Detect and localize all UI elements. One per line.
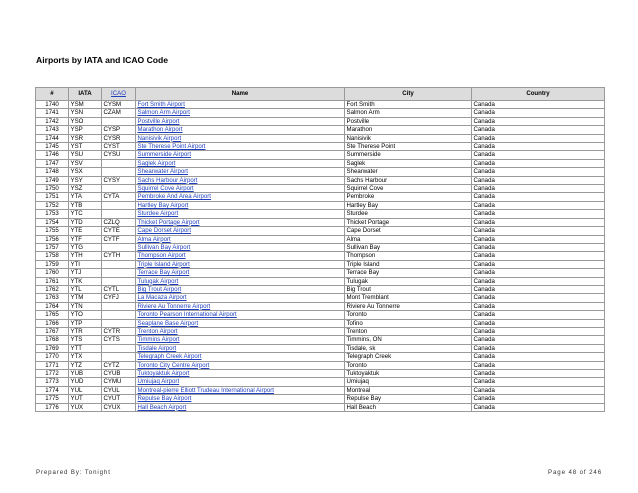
city-cell: Tuktoyaktuk — [345, 370, 472, 378]
icao-cell: CYSP — [102, 126, 136, 134]
row-number-cell: 1762 — [36, 285, 69, 293]
row-number-cell: 1759 — [36, 260, 69, 268]
iata-cell: YUB — [69, 370, 102, 378]
table-row — [36, 159, 605, 167]
iata-cell: YTR — [69, 327, 102, 335]
airport-name-link[interactable]: Toronto City Centre Airport — [136, 361, 345, 369]
airport-name-link[interactable]: Terrace Bay Airport — [136, 269, 345, 277]
country-cell: Canada — [472, 126, 605, 134]
row-number-cell: 1757 — [36, 243, 69, 251]
airport-name-link[interactable]: Timmins Airport — [136, 336, 345, 344]
icao-cell: CYTE — [102, 227, 136, 235]
country-cell: Canada — [472, 361, 605, 369]
table-row — [36, 126, 605, 134]
icao-cell: CYSY — [102, 176, 136, 184]
row-number-cell: 1769 — [36, 344, 69, 352]
country-cell: Canada — [472, 269, 605, 277]
icao-cell: CYUT — [102, 395, 136, 403]
iata-cell: YST — [69, 143, 102, 151]
icao-cell — [102, 117, 136, 125]
iata-cell: YTJ — [69, 269, 102, 277]
row-number-cell: 1761 — [36, 277, 69, 285]
icao-cell — [102, 269, 136, 277]
country-cell: Canada — [472, 319, 605, 327]
city-cell: Alma — [345, 235, 472, 243]
iata-cell: YSZ — [69, 185, 102, 193]
city-cell: Trenton — [345, 327, 472, 335]
icao-cell — [102, 260, 136, 268]
icao-cell — [102, 344, 136, 352]
city-cell: Riviere Au Tonnerre — [345, 302, 472, 310]
row-number-cell: 1765 — [36, 311, 69, 319]
table-row — [36, 344, 605, 352]
country-cell: Canada — [472, 143, 605, 151]
city-cell: Squirrel Cove — [345, 185, 472, 193]
iata-cell: YTG — [69, 243, 102, 251]
row-number-cell: 1749 — [36, 176, 69, 184]
country-cell: Canada — [472, 227, 605, 235]
country-cell: Canada — [472, 260, 605, 268]
airport-name-link[interactable]: Telegraph Creek Airport — [136, 353, 345, 361]
icao-cell: CYTZ — [102, 361, 136, 369]
airport-name-link[interactable]: Thompson Airport — [136, 252, 345, 260]
city-cell: Hall Beach — [345, 403, 472, 411]
icao-cell: CYSR — [102, 134, 136, 142]
airport-name-link[interactable]: Sturdee Airport — [136, 210, 345, 218]
row-number-cell: 1768 — [36, 336, 69, 344]
column-header-country: Country — [472, 88, 605, 101]
country-cell: Canada — [472, 210, 605, 218]
city-cell: Toronto — [345, 311, 472, 319]
airport-name-link[interactable]: Riviere Au Tonnerre Airport — [136, 302, 345, 310]
iata-cell: YSO — [69, 117, 102, 125]
table-row — [36, 252, 605, 260]
table-row — [36, 302, 605, 310]
row-number-cell: 1740 — [36, 101, 69, 109]
row-number-cell: 1741 — [36, 109, 69, 117]
iata-cell: YSX — [69, 168, 102, 176]
icao-cell: CYUL — [102, 386, 136, 394]
city-cell: Postville — [345, 117, 472, 125]
icao-cell: CYTA — [102, 193, 136, 201]
airport-name-link[interactable]: Saglek Airport — [136, 159, 345, 167]
iata-cell: YTA — [69, 193, 102, 201]
airport-name-link[interactable]: Big Trout Airport — [136, 285, 345, 293]
city-cell: Triple Island — [345, 260, 472, 268]
column-header-number: # — [36, 88, 69, 101]
city-cell: Tulugak — [345, 277, 472, 285]
table-row — [36, 117, 605, 125]
icao-cell: CYFJ — [102, 294, 136, 302]
table-row — [36, 386, 605, 394]
table-row — [36, 353, 605, 361]
iata-cell: YTO — [69, 311, 102, 319]
row-number-cell: 1764 — [36, 302, 69, 310]
table-row — [36, 378, 605, 386]
icao-cell: CYTF — [102, 235, 136, 243]
icao-cell: CZLQ — [102, 218, 136, 226]
footer-page-number: Page 48 of 246 — [548, 469, 602, 476]
row-number-cell: 1772 — [36, 370, 69, 378]
column-header-name: Name — [136, 88, 345, 101]
airport-name-link[interactable]: Tisdale Airport — [136, 344, 345, 352]
row-number-cell: 1750 — [36, 185, 69, 193]
airport-name-link[interactable]: Alma Airport — [136, 235, 345, 243]
icao-cell: CYTL — [102, 285, 136, 293]
row-number-cell: 1748 — [36, 168, 69, 176]
table-row — [36, 285, 605, 293]
city-cell: Big Trout — [345, 285, 472, 293]
iata-cell: YTS — [69, 336, 102, 344]
airport-name-link[interactable]: Toronto Pearson International Airport — [136, 311, 345, 319]
airport-name-link[interactable]: Summerside Airport — [136, 151, 345, 159]
table-row — [36, 243, 605, 251]
icao-cell: CYTS — [102, 336, 136, 344]
icao-cell: CYST — [102, 143, 136, 151]
iata-cell: YUX — [69, 403, 102, 411]
airport-name-link[interactable]: Sullivan Bay Airport — [136, 243, 345, 251]
table-row — [36, 260, 605, 268]
airport-name-link[interactable]: Hall Beach Airport — [136, 403, 345, 411]
city-cell: Ste Therese Point — [345, 143, 472, 151]
country-cell: Canada — [472, 395, 605, 403]
airport-name-link[interactable]: Repulse Bay Airport — [136, 395, 345, 403]
row-number-cell: 1752 — [36, 201, 69, 209]
airport-name-link[interactable]: Squirrel Cove Airport — [136, 185, 345, 193]
city-cell: Tofino — [345, 319, 472, 327]
airport-name-link[interactable]: Ste Therese Point Airport — [136, 143, 345, 151]
country-cell: Canada — [472, 201, 605, 209]
country-cell: Canada — [472, 218, 605, 226]
city-cell: Montreal — [345, 386, 472, 394]
city-cell: Telegraph Creek — [345, 353, 472, 361]
table-row — [36, 193, 605, 201]
table-row — [36, 143, 605, 151]
airport-name-link[interactable]: Fort Smith Airport — [136, 101, 345, 109]
city-cell: Toronto — [345, 361, 472, 369]
icao-cell: CYUB — [102, 370, 136, 378]
row-number-cell: 1745 — [36, 143, 69, 151]
table-row — [36, 201, 605, 209]
icao-cell — [102, 311, 136, 319]
iata-cell: YUT — [69, 395, 102, 403]
iata-cell: YTH — [69, 252, 102, 260]
airport-name-link[interactable]: Shearwater Airport — [136, 168, 345, 176]
country-cell: Canada — [472, 311, 605, 319]
row-number-cell: 1760 — [36, 269, 69, 277]
airport-name-link[interactable]: Postville Airport — [136, 117, 345, 125]
table-row — [36, 311, 605, 319]
row-number-cell: 1770 — [36, 353, 69, 361]
icao-cell — [102, 277, 136, 285]
icao-cell — [102, 168, 136, 176]
country-cell: Canada — [472, 243, 605, 251]
airport-name-link[interactable]: Montreal-pierre Elliott Trudeau International Airport — [136, 386, 345, 394]
row-number-cell: 1753 — [36, 210, 69, 218]
airport-name-link[interactable]: Salmon Arm Airport — [136, 109, 345, 117]
icao-cell: CYTH — [102, 252, 136, 260]
table-row — [36, 277, 605, 285]
city-cell: Nanisivik — [345, 134, 472, 142]
iata-cell: YTD — [69, 218, 102, 226]
country-cell: Canada — [472, 294, 605, 302]
country-cell: Canada — [472, 302, 605, 310]
table-header-row — [36, 88, 605, 101]
row-number-cell: 1744 — [36, 134, 69, 142]
country-cell: Canada — [472, 344, 605, 352]
city-cell: Shearwater — [345, 168, 472, 176]
icao-cell: CZAM — [102, 109, 136, 117]
icao-cell: CYSM — [102, 101, 136, 109]
iata-cell: YTN — [69, 302, 102, 310]
city-cell: Sullivan Bay — [345, 243, 472, 251]
airport-name-link[interactable]: Hartley Bay Airport — [136, 201, 345, 209]
row-number-cell: 1747 — [36, 159, 69, 167]
iata-cell: YTI — [69, 260, 102, 268]
city-cell: Marathon — [345, 126, 472, 134]
iata-cell: YTP — [69, 319, 102, 327]
iata-cell: YSM — [69, 101, 102, 109]
table-row — [36, 370, 605, 378]
airport-name-link[interactable]: Seaplane Base Airport — [136, 319, 345, 327]
iata-cell: YTE — [69, 227, 102, 235]
iata-cell: YSR — [69, 134, 102, 142]
row-number-cell: 1742 — [36, 117, 69, 125]
column-header-iata: IATA — [69, 88, 102, 101]
table-row — [36, 210, 605, 218]
city-cell: Umiujaq — [345, 378, 472, 386]
icao-cell — [102, 185, 136, 193]
city-cell: Cape Dorset — [345, 227, 472, 235]
city-cell: Tisdale, sk — [345, 344, 472, 352]
icao-cell: CYTR — [102, 327, 136, 335]
row-number-cell: 1766 — [36, 319, 69, 327]
airport-name-link[interactable]: Trenton Airport — [136, 327, 345, 335]
airports-table — [35, 87, 605, 412]
row-number-cell: 1767 — [36, 327, 69, 335]
icao-cell — [102, 159, 136, 167]
airport-name-link[interactable]: Tuktoyaktuk Airport — [136, 370, 345, 378]
icao-cell — [102, 243, 136, 251]
country-cell: Canada — [472, 235, 605, 243]
iata-cell: YSU — [69, 151, 102, 159]
table-row — [36, 294, 605, 302]
icao-cell: CYSU — [102, 151, 136, 159]
country-cell: Canada — [472, 285, 605, 293]
table-row — [36, 361, 605, 369]
airport-name-link[interactable]: Cape Dorset Airport — [136, 227, 345, 235]
iata-cell: YSP — [69, 126, 102, 134]
airport-name-link[interactable]: Tulugak Airport — [136, 277, 345, 285]
country-cell: Canada — [472, 277, 605, 285]
airport-name-link[interactable]: Marathon Airport — [136, 126, 345, 134]
iata-cell: YTZ — [69, 361, 102, 369]
country-cell: Canada — [472, 101, 605, 109]
country-cell: Canada — [472, 370, 605, 378]
page-title: Airports by IATA and ICAO Code — [36, 55, 169, 65]
city-cell: Sturdee — [345, 210, 472, 218]
city-cell: Pembroke — [345, 193, 472, 201]
iata-cell: YTT — [69, 344, 102, 352]
city-cell: Hartley Bay — [345, 201, 472, 209]
city-cell: Salmon Arm — [345, 109, 472, 117]
table-row — [36, 168, 605, 176]
table-row — [36, 176, 605, 184]
iata-cell: YSY — [69, 176, 102, 184]
iata-cell: YUD — [69, 378, 102, 386]
airport-name-link[interactable]: Sachs Harbour Airport — [136, 176, 345, 184]
country-cell: Canada — [472, 327, 605, 335]
iata-cell: YUL — [69, 386, 102, 394]
row-number-cell: 1773 — [36, 378, 69, 386]
icao-cell — [102, 319, 136, 327]
country-cell: Canada — [472, 176, 605, 184]
table-body — [36, 101, 605, 412]
city-cell: Summerside — [345, 151, 472, 159]
icao-cell: CYMU — [102, 378, 136, 386]
country-cell: Canada — [472, 185, 605, 193]
country-cell: Canada — [472, 403, 605, 411]
country-cell: Canada — [472, 353, 605, 361]
country-cell: Canada — [472, 252, 605, 260]
iata-cell: YTK — [69, 277, 102, 285]
table-row — [36, 227, 605, 235]
row-number-cell: 1751 — [36, 193, 69, 201]
icao-cell: CYUX — [102, 403, 136, 411]
city-cell: Thicket Portage — [345, 218, 472, 226]
airport-name-link[interactable]: Thicket Portage Airport — [136, 218, 345, 226]
table-row — [36, 395, 605, 403]
airport-name-link[interactable]: Pembroke And Area Airport — [136, 193, 345, 201]
table-row — [36, 185, 605, 193]
icao-cell — [102, 302, 136, 310]
icao-cell — [102, 353, 136, 361]
country-cell: Canada — [472, 117, 605, 125]
country-cell: Canada — [472, 134, 605, 142]
city-cell: Saglek — [345, 159, 472, 167]
table-row — [36, 109, 605, 117]
row-number-cell: 1774 — [36, 386, 69, 394]
table-row — [36, 336, 605, 344]
iata-cell: YTB — [69, 201, 102, 209]
iata-cell: YTX — [69, 353, 102, 361]
country-cell: Canada — [472, 168, 605, 176]
country-cell: Canada — [472, 193, 605, 201]
iata-cell: YSN — [69, 109, 102, 117]
iata-cell: YTF — [69, 235, 102, 243]
row-number-cell: 1755 — [36, 227, 69, 235]
city-cell: Sachs Harbour — [345, 176, 472, 184]
airport-name-link[interactable]: La Macaza Airport — [136, 294, 345, 302]
table-row — [36, 134, 605, 142]
city-cell: Mont Tremblant — [345, 294, 472, 302]
row-number-cell: 1754 — [36, 218, 69, 226]
city-cell: Thompson — [345, 252, 472, 260]
country-cell: Canada — [472, 386, 605, 394]
table-row — [36, 269, 605, 277]
table-row — [36, 319, 605, 327]
iata-cell: YTM — [69, 294, 102, 302]
icao-cell — [102, 201, 136, 209]
airport-name-link[interactable]: Triple Island Airport — [136, 260, 345, 268]
row-number-cell: 1743 — [36, 126, 69, 134]
country-cell: Canada — [472, 109, 605, 117]
row-number-cell: 1775 — [36, 395, 69, 403]
table-row — [36, 235, 605, 243]
table-row — [36, 101, 605, 109]
city-cell: Fort Smith — [345, 101, 472, 109]
column-header-city: City — [345, 88, 472, 101]
city-cell: Terrace Bay — [345, 269, 472, 277]
country-cell: Canada — [472, 378, 605, 386]
airport-name-link[interactable]: Nanisivik Airport — [136, 134, 345, 142]
airport-name-link[interactable]: Umiujaq Airport — [136, 378, 345, 386]
row-number-cell: 1746 — [36, 151, 69, 159]
iata-cell: YTL — [69, 285, 102, 293]
icao-cell — [102, 210, 136, 218]
row-number-cell: 1771 — [36, 361, 69, 369]
row-number-cell: 1763 — [36, 294, 69, 302]
country-cell: Canada — [472, 159, 605, 167]
table-row — [36, 403, 605, 411]
table-row — [36, 218, 605, 226]
city-cell: Timmins, ON — [345, 336, 472, 344]
iata-cell: YTC — [69, 210, 102, 218]
country-cell: Canada — [472, 151, 605, 159]
iata-cell: YSV — [69, 159, 102, 167]
row-number-cell: 1756 — [36, 235, 69, 243]
footer-prepared-by: Prepared By: Tonight — [36, 469, 111, 476]
table-row — [36, 151, 605, 159]
row-number-cell: 1758 — [36, 252, 69, 260]
table-row — [36, 327, 605, 335]
city-cell: Repulse Bay — [345, 395, 472, 403]
country-cell: Canada — [472, 336, 605, 344]
row-number-cell: 1776 — [36, 403, 69, 411]
column-header-icao-link[interactable]: ICAO — [102, 88, 136, 101]
